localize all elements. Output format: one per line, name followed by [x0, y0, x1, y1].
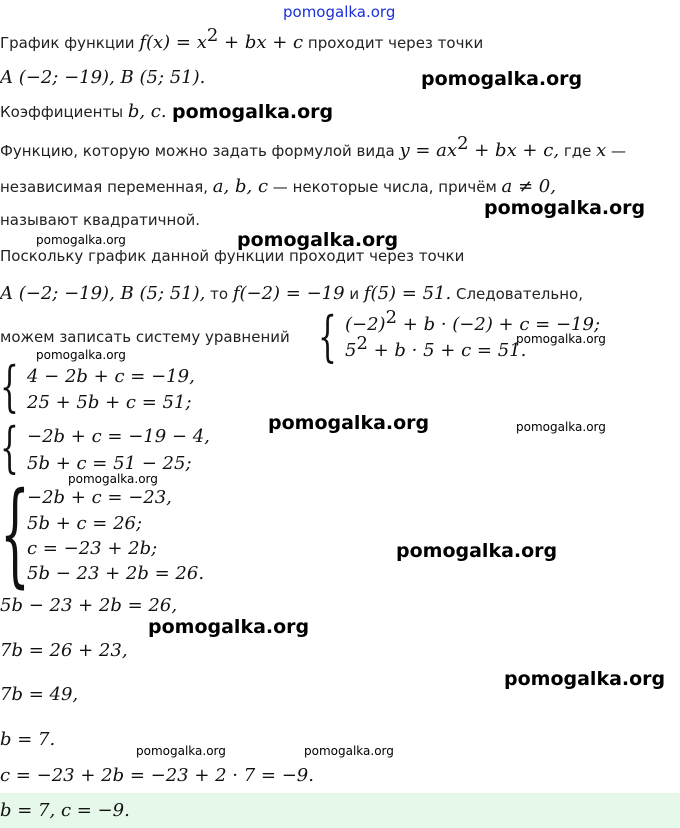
definition-line-1 [0, 133, 627, 161]
formula: f(5) = 51. [363, 283, 452, 304]
watermark: pomogalka.org [172, 101, 334, 123]
text: Коэффициенты [0, 103, 128, 121]
function-statement [0, 25, 484, 53]
watermark: pomogalka.org [516, 332, 606, 346]
system-row: −2b + c = −19 − 4, [27, 426, 210, 447]
watermark: pomogalka.org [304, 744, 394, 758]
watermark: pomogalka.org [36, 233, 126, 247]
reasoning-line-2 [0, 285, 583, 303]
watermark: pomogalka.org [484, 197, 646, 219]
system-row: 25 + 5b + c = 51; [27, 392, 192, 413]
text: и [344, 285, 364, 303]
text: Следовательно, [451, 285, 583, 303]
equation: b = 7. [0, 729, 56, 750]
text: — некоторые числа, причём [268, 178, 502, 196]
formula: a ≠ 0, [501, 176, 556, 197]
formula: A (−2; −19), B (5; 51), [0, 283, 206, 304]
system-row [345, 333, 527, 361]
watermark: pomogalka.org [268, 412, 430, 434]
formula: 5 [345, 340, 357, 361]
brace: { [0, 416, 19, 479]
definition-line-2 [0, 178, 556, 196]
system-row: −2b + c = −23, [27, 487, 172, 508]
exponent: 2 [206, 25, 219, 46]
formula: f(x) = x [139, 32, 207, 53]
formula: x [596, 140, 607, 161]
equation: 5b − 23 + 2b = 26, [0, 595, 178, 616]
brace: { [0, 469, 30, 599]
text: — [606, 142, 627, 160]
definition-line-3: называют квадратичной. [0, 211, 201, 229]
system-row: 5b + c = 26; [27, 513, 143, 534]
system-row: 5b + c = 51 − 25; [27, 453, 192, 474]
watermark: pomogalka.org [516, 420, 606, 434]
reasoning-line-1: Поскольку график данной функции проходит через точки [0, 247, 465, 265]
unknowns [0, 103, 167, 121]
answer: b = 7, c = −9. [0, 800, 130, 821]
watermark: pomogalka.org [148, 616, 310, 638]
watermark: pomogalka.org [237, 229, 399, 251]
exponent: 2 [356, 333, 368, 354]
formula: (−2) [345, 314, 386, 335]
watermark: pomogalka.org [68, 472, 158, 486]
watermark: pomogalka.org [283, 3, 396, 21]
equation: 7b = 26 + 23, [0, 640, 128, 661]
text: График функции [0, 34, 140, 52]
watermark: pomogalka.org [36, 348, 126, 362]
text: где [559, 142, 597, 160]
system-row: c = −23 + 2b; [27, 538, 158, 559]
watermark: pomogalka.org [421, 68, 583, 90]
formula: y = ax [399, 140, 458, 161]
text: Функцию, которую можно задать формулой вида [0, 142, 400, 160]
text: проходит через точки [303, 34, 484, 52]
formula: + bx + c, [468, 140, 560, 161]
formula: + bx + c [218, 32, 304, 53]
system-row: 4 − 2b + c = −19, [27, 366, 195, 387]
watermark: pomogalka.org [396, 540, 558, 562]
brace: { [318, 305, 337, 368]
brace: { [0, 355, 19, 418]
formula: + b · (−2) + c = −19; [397, 314, 601, 335]
formula: a, b, c [212, 176, 269, 197]
system-row: 5b − 23 + 2b = 26. [27, 563, 205, 584]
watermark: pomogalka.org [136, 744, 226, 758]
reasoning-line-3: можем записать систему уравнений [0, 328, 290, 346]
watermark: pomogalka.org [504, 668, 666, 690]
formula: + b · 5 + c = 51. [367, 340, 527, 361]
text: то [205, 285, 233, 303]
points: A (−2; −19), B (5; 51). [0, 67, 206, 88]
equation: c = −23 + 2b = −23 + 2 · 7 = −9. [0, 765, 314, 786]
exponent: 2 [457, 133, 469, 154]
formula: b, c. [127, 101, 167, 122]
formula: f(−2) = −19 [232, 283, 345, 304]
text: независимая переменная, [0, 178, 213, 196]
exponent: 2 [385, 307, 398, 328]
equation: 7b = 49, [0, 684, 79, 705]
